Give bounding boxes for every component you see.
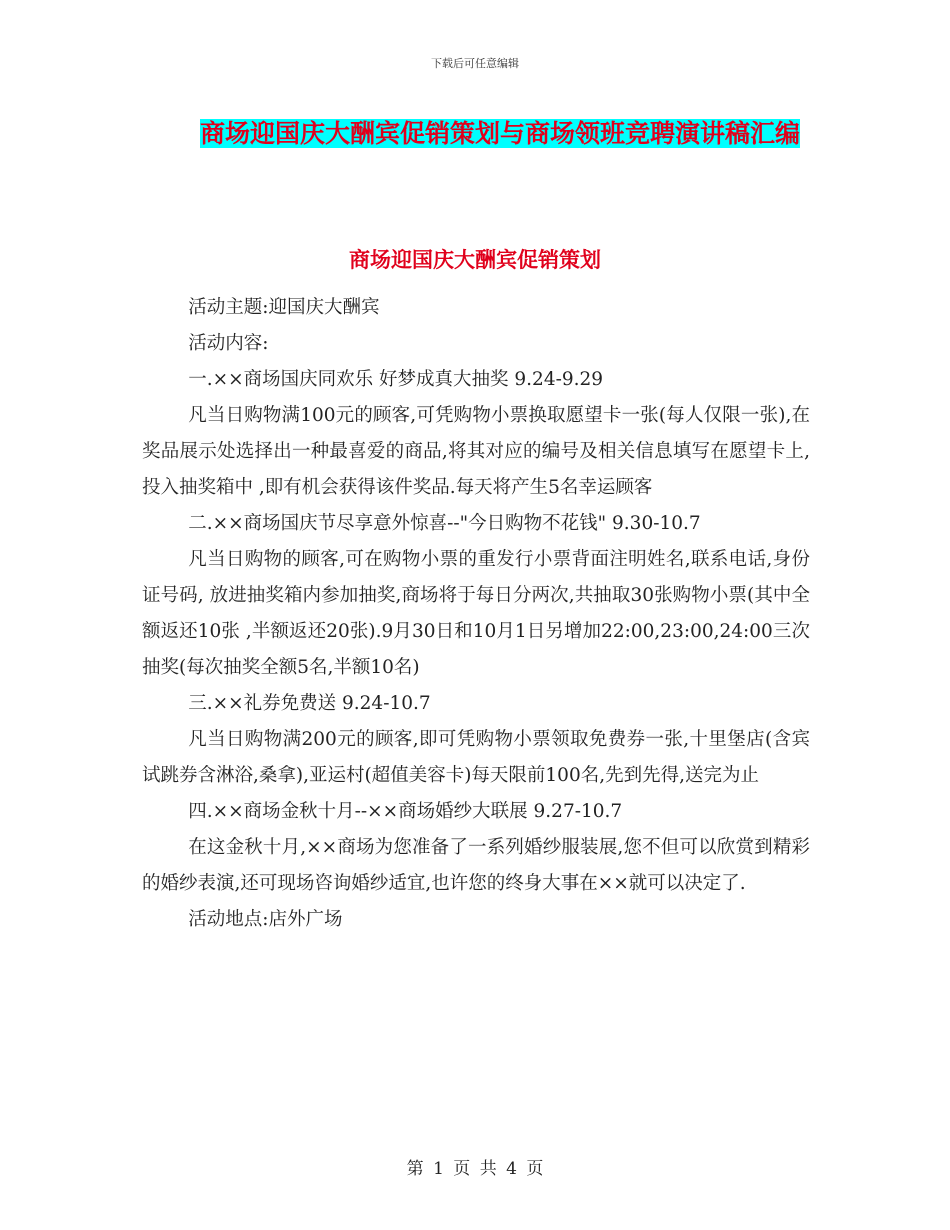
page-footer: 第 1 页 共 4 页 [406, 1159, 544, 1179]
paragraph: 一.××商场国庆同欢乐 好梦成真大抽奖 9.24-9.29 [188, 369, 604, 390]
document-body [142, 290, 810, 938]
paragraph: 二.××商场国庆节尽享意外惊喜--"今日购物不花钱" 9.30-10.7 [188, 513, 701, 534]
header-note: 下载后可任意编辑 [431, 57, 519, 70]
paragraph: 三.××礼券免费送 9.24-10.7 [188, 693, 431, 714]
section-title: 商场迎国庆大酬宾促销策划 [349, 248, 601, 272]
paragraph: 四.××商场金秋十月--××商场婚纱大联展 9.27-10.7 [188, 801, 623, 822]
paragraph: 活动地点:店外广场 [188, 909, 343, 930]
paragraph: 活动内容: [188, 333, 269, 354]
main-title [190, 110, 810, 158]
paragraph: 凡当日购物满100元的顾客,可凭购物小票换取愿望卡一张(每人仅限一张),在奖品展示处选择出一种最喜爱的商品,将其对应的编号及相关信息填写在愿望卡上,投入抽奖箱中 ,即有机会获得该件奖品.每天将产生5名幸运顾客 [142, 405, 810, 498]
main-title-text: 商场迎国庆大酬宾促销策划与商场领班竞聘演讲稿汇编 [199, 119, 800, 148]
paragraph: 在这金秋十月,××商场为您准备了一系列婚纱服装展,您不但可以欣赏到精彩的婚纱表演,还可现场咨询婚纱适宜,也许您的终身大事在××就可以决定了. [142, 837, 810, 894]
paragraph: 凡当日购物满200元的顾客,即可凭购物小票领取免费券一张,十里堡店(含宾试跳券含淋浴,桑拿),亚运村(超值美容卡)每天限前100名,先到先得,送完为止 [142, 729, 810, 786]
paragraph: 凡当日购物的顾客,可在购物小票的重发行小票背面注明姓名,联系电话,身份证号码, 放进抽奖箱内参加抽奖,商场将于每日分两次,共抽取30张购物小票(其中全额返还10张 ,半额返还20张).9月30日和10月1日另增加22:00,23:00,24:00三次抽奖(每次抽奖全额5名,半额10名) [142, 549, 810, 678]
paragraph: 活动主题:迎国庆大酬宾 [188, 297, 380, 318]
